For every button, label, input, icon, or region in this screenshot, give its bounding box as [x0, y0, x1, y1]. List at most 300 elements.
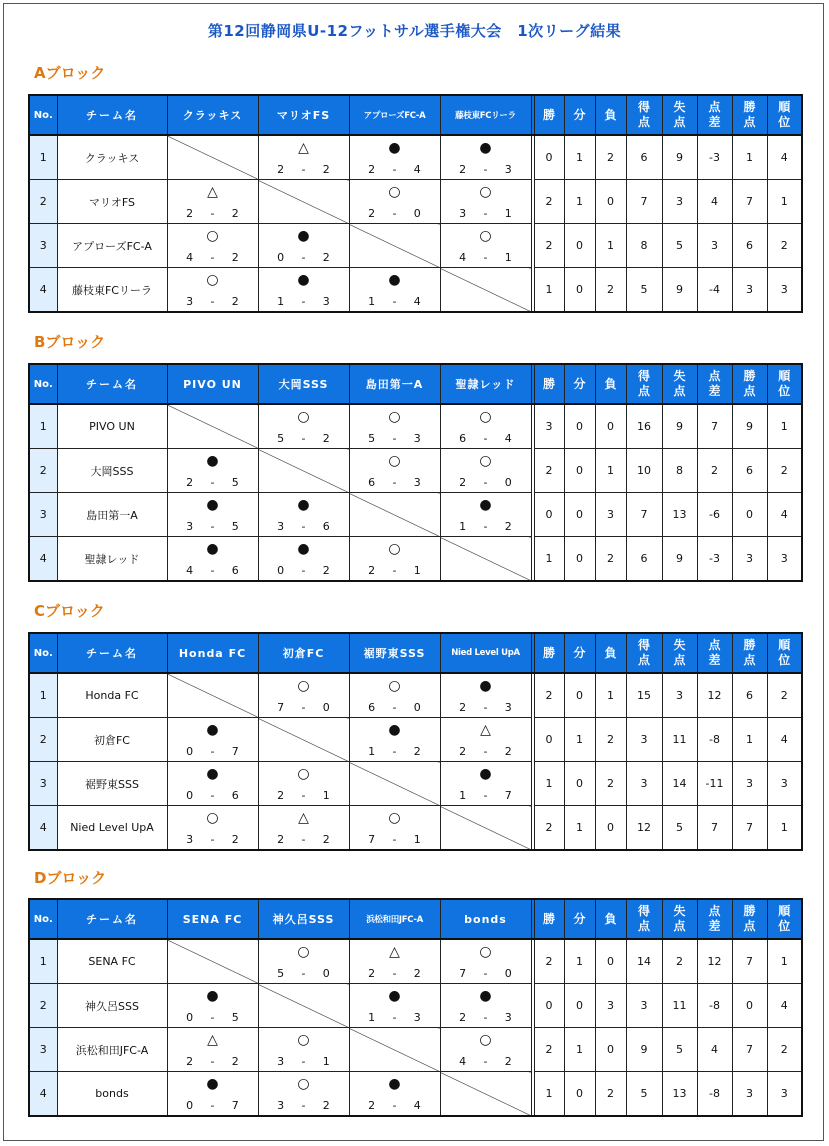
team-row [29, 180, 802, 224]
result-symbol: ● [206, 988, 219, 1004]
result-symbol: ● [297, 541, 310, 557]
goals-for: 12 [626, 806, 662, 851]
match-result-cell [349, 180, 440, 224]
team-name: 藤枝東FCリーラ [57, 268, 167, 313]
match-score [350, 701, 440, 714]
goal-difference: 4 [697, 1028, 732, 1072]
goals-scored: 3 [186, 295, 194, 308]
team-name: Nied Level UpA [57, 806, 167, 851]
match-result-cell [349, 939, 440, 984]
match-score [350, 432, 440, 445]
match-score [441, 967, 531, 980]
header-stat [564, 899, 595, 939]
header-opponent: 神久呂SSS [258, 899, 349, 939]
team-row [29, 449, 802, 493]
team-name: 聖隷レッド [57, 537, 167, 582]
match-result-cell [167, 224, 258, 268]
rank: 3 [767, 1072, 802, 1117]
draws: 0 [564, 1072, 595, 1117]
result-symbol: ● [206, 453, 219, 469]
league-table [28, 94, 803, 313]
team-number: 1 [29, 939, 57, 984]
header-team-name: チーム名 [57, 899, 167, 939]
rank: 4 [767, 984, 802, 1028]
header-stat-line: 点 [637, 384, 650, 398]
goals-conceded: 5 [231, 476, 239, 489]
goals-against: 13 [662, 493, 697, 537]
team-row [29, 939, 802, 984]
goals-against: 3 [662, 673, 697, 718]
goals-scored: 3 [277, 1055, 285, 1068]
goals-scored: 3 [277, 520, 285, 533]
header-stat-line: 分 [573, 107, 586, 122]
goal-difference: -6 [697, 493, 732, 537]
team-number: 1 [29, 135, 57, 180]
match-result-cell [349, 268, 440, 313]
score-dash: - [392, 1011, 397, 1024]
match-result-cell [440, 180, 531, 224]
match-score [441, 251, 531, 264]
header-stat-line: 勝 [542, 911, 555, 926]
draws: 1 [564, 718, 595, 762]
result-symbol: ● [206, 722, 219, 738]
goals-scored: 0 [277, 564, 285, 577]
rank: 3 [767, 762, 802, 806]
match-result-cell [440, 224, 531, 268]
losses: 0 [595, 1028, 626, 1072]
match-score [350, 476, 440, 489]
score-dash: - [392, 833, 397, 846]
header-stat [626, 364, 662, 404]
result-symbol: ● [297, 497, 310, 513]
match-score [441, 432, 531, 445]
header-stat [732, 95, 767, 135]
team-row [29, 673, 802, 718]
score-dash: - [210, 789, 215, 802]
header-stat-line: 点 [637, 919, 650, 933]
goals-against: 9 [662, 404, 697, 449]
header-stat [564, 364, 595, 404]
goals-conceded: 4 [413, 295, 421, 308]
points: 6 [732, 224, 767, 268]
points: 6 [732, 449, 767, 493]
points: 0 [732, 984, 767, 1028]
wins: 1 [534, 537, 564, 582]
header-stat-line: 差 [708, 919, 721, 933]
match-score [259, 1055, 349, 1068]
header-stat [662, 899, 697, 939]
header-stat [595, 364, 626, 404]
score-dash: - [301, 967, 306, 980]
goals-conceded: 2 [231, 251, 239, 264]
team-name: Honda FC [57, 673, 167, 718]
team-number: 1 [29, 404, 57, 449]
header-opponent: 初倉FC [258, 633, 349, 673]
goals-scored: 1 [368, 295, 376, 308]
result-symbol: ○ [297, 944, 310, 960]
team-number: 3 [29, 224, 57, 268]
header-stat-line: 点 [673, 919, 686, 933]
goals-conceded: 2 [231, 833, 239, 846]
goal-difference: -4 [697, 268, 732, 313]
team-number: 1 [29, 673, 57, 718]
match-score [350, 295, 440, 308]
header-stat-line: 勝 [743, 100, 756, 114]
goals-scored: 2 [368, 1099, 376, 1112]
goals-conceded: 2 [322, 432, 330, 445]
match-score [168, 207, 258, 220]
header-stat-line: 点 [743, 919, 756, 933]
goals-conceded: 6 [322, 520, 330, 533]
goals-conceded: 2 [231, 1055, 239, 1068]
header-opponent: 島田第一A [349, 364, 440, 404]
team-name: 浜松和田JFC-A [57, 1028, 167, 1072]
goals-conceded: 3 [322, 295, 330, 308]
header-stat [662, 364, 697, 404]
losses: 1 [595, 449, 626, 493]
match-score [168, 564, 258, 577]
match-score [259, 564, 349, 577]
result-symbol: ○ [206, 228, 219, 244]
goals-scored: 3 [277, 1099, 285, 1112]
header-stat-line: 得 [637, 638, 650, 652]
goal-difference: -8 [697, 718, 732, 762]
header-stat-line: 差 [708, 653, 721, 667]
goals-against: 5 [662, 224, 697, 268]
match-score [441, 701, 531, 714]
goals-conceded: 0 [504, 476, 512, 489]
result-symbol: △ [389, 944, 400, 960]
score-dash: - [210, 476, 215, 489]
header-stat [564, 95, 595, 135]
match-result-cell [258, 268, 349, 313]
draws: 0 [564, 404, 595, 449]
header-opponent: 聖隷レッド [440, 364, 531, 404]
score-dash: - [392, 432, 397, 445]
result-symbol: ○ [388, 453, 401, 469]
goals-conceded: 7 [231, 745, 239, 758]
wins: 0 [534, 135, 564, 180]
goals-conceded: 0 [322, 967, 330, 980]
match-result-cell [258, 493, 349, 537]
match-result-cell [349, 984, 440, 1028]
result-symbol: ○ [297, 409, 310, 425]
score-dash: - [483, 163, 488, 176]
match-score [168, 520, 258, 533]
goals-conceded: 2 [413, 967, 421, 980]
goals-scored: 2 [368, 967, 376, 980]
score-dash: - [210, 207, 215, 220]
header-stat [767, 364, 802, 404]
goals-for: 5 [626, 268, 662, 313]
team-row [29, 806, 802, 851]
team-name: クラッキス [57, 135, 167, 180]
header-stat [732, 899, 767, 939]
header-stat-line: 点 [743, 653, 756, 667]
score-dash: - [210, 1011, 215, 1024]
match-result-cell [349, 449, 440, 493]
match-result-cell [349, 537, 440, 582]
header-stat [732, 364, 767, 404]
goals-scored: 0 [277, 251, 285, 264]
goals-against: 9 [662, 268, 697, 313]
header-stat-line: 点 [673, 653, 686, 667]
team-number: 2 [29, 984, 57, 1028]
wins: 1 [534, 268, 564, 313]
league-table [28, 898, 803, 1117]
team-row [29, 404, 802, 449]
league-table [28, 632, 803, 851]
match-result-cell [167, 1028, 258, 1072]
goal-difference: -3 [697, 537, 732, 582]
team-name: 初倉FC [57, 718, 167, 762]
goals-conceded: 2 [231, 207, 239, 220]
losses: 2 [595, 718, 626, 762]
goals-scored: 2 [186, 476, 194, 489]
goals-for: 6 [626, 135, 662, 180]
match-score [441, 476, 531, 489]
score-dash: - [392, 207, 397, 220]
goals-for: 7 [626, 180, 662, 224]
goals-against: 8 [662, 449, 697, 493]
goals-conceded: 2 [322, 163, 330, 176]
header-stat-line: 点 [708, 100, 721, 114]
goals-against: 5 [662, 806, 697, 851]
goals-conceded: 0 [413, 701, 421, 714]
match-result-cell [167, 493, 258, 537]
rank: 1 [767, 180, 802, 224]
score-dash: - [392, 163, 397, 176]
header-opponent: アプローズFC-A [349, 95, 440, 135]
goals-against: 3 [662, 180, 697, 224]
wins: 2 [534, 673, 564, 718]
goals-for: 3 [626, 762, 662, 806]
header-stat [697, 899, 732, 939]
result-symbol: ● [479, 140, 492, 156]
goals-conceded: 6 [231, 564, 239, 577]
score-dash: - [483, 251, 488, 264]
score-dash: - [301, 564, 306, 577]
rank: 3 [767, 537, 802, 582]
goal-difference: 12 [697, 939, 732, 984]
match-score [441, 1011, 531, 1024]
header-stat-line: 得 [637, 369, 650, 383]
block-title: Dブロック [34, 869, 107, 887]
score-dash: - [392, 967, 397, 980]
header-stat [534, 95, 564, 135]
match-result-cell [440, 718, 531, 762]
team-row [29, 1028, 802, 1072]
goal-difference: 7 [697, 806, 732, 851]
match-result-cell [258, 135, 349, 180]
score-dash: - [392, 701, 397, 714]
goals-against: 5 [662, 1028, 697, 1072]
header-stat [595, 899, 626, 939]
draws: 0 [564, 537, 595, 582]
goals-conceded: 2 [504, 520, 512, 533]
goal-difference: 3 [697, 224, 732, 268]
header-stat-line: 失 [673, 904, 686, 918]
match-result-cell [167, 984, 258, 1028]
header-opponent: SENA FC [167, 899, 258, 939]
points: 1 [732, 135, 767, 180]
goals-conceded: 2 [504, 1055, 512, 1068]
header-stat-line: 得 [637, 100, 650, 114]
result-symbol: ● [479, 766, 492, 782]
score-dash: - [392, 745, 397, 758]
result-symbol: ○ [479, 944, 492, 960]
goals-scored: 2 [186, 1055, 194, 1068]
result-symbol: ● [388, 272, 401, 288]
goals-for: 16 [626, 404, 662, 449]
header-stat [626, 633, 662, 673]
match-score [350, 207, 440, 220]
header-stat [534, 633, 564, 673]
header-opponent: bonds [440, 899, 531, 939]
match-score [259, 432, 349, 445]
score-dash: - [483, 207, 488, 220]
rank: 4 [767, 493, 802, 537]
header-stat-line: 分 [573, 645, 586, 660]
losses: 3 [595, 493, 626, 537]
losses: 2 [595, 135, 626, 180]
result-symbol: ● [479, 678, 492, 694]
team-row [29, 1072, 802, 1117]
header-stat-line: 勝 [743, 369, 756, 383]
losses: 2 [595, 762, 626, 806]
match-result-cell [440, 449, 531, 493]
self-match-cell [440, 806, 531, 851]
header-stat-line: 分 [573, 376, 586, 391]
match-score [259, 295, 349, 308]
goals-scored: 2 [277, 833, 285, 846]
score-dash: - [301, 1099, 306, 1112]
result-symbol: ● [206, 1076, 219, 1092]
score-dash: - [392, 1099, 397, 1112]
goals-conceded: 3 [413, 432, 421, 445]
header-stat-line: 負 [604, 645, 617, 660]
match-score [441, 163, 531, 176]
header-stat-line: 位 [778, 653, 791, 667]
team-number: 4 [29, 1072, 57, 1117]
team-number: 3 [29, 1028, 57, 1072]
goals-scored: 6 [368, 701, 376, 714]
result-symbol: ● [479, 497, 492, 513]
result-symbol: ● [479, 988, 492, 1004]
score-dash: - [483, 1055, 488, 1068]
match-result-cell [167, 180, 258, 224]
header-no: No. [29, 899, 57, 939]
header-stat-line: 順 [778, 369, 791, 383]
goals-scored: 0 [186, 789, 194, 802]
goals-scored: 2 [368, 564, 376, 577]
result-symbol: ○ [297, 1076, 310, 1092]
match-score [350, 967, 440, 980]
self-match-cell [167, 135, 258, 180]
draws: 1 [564, 806, 595, 851]
goal-difference: -8 [697, 1072, 732, 1117]
match-result-cell [440, 135, 531, 180]
match-result-cell [440, 404, 531, 449]
header-team-name: チーム名 [57, 633, 167, 673]
losses: 3 [595, 984, 626, 1028]
team-number: 4 [29, 806, 57, 851]
header-stat [767, 95, 802, 135]
match-score [350, 1099, 440, 1112]
header-stat [626, 95, 662, 135]
match-score [168, 1099, 258, 1112]
goals-scored: 2 [459, 1011, 467, 1024]
wins: 3 [534, 404, 564, 449]
goals-scored: 4 [459, 1055, 467, 1068]
draws: 0 [564, 673, 595, 718]
goals-scored: 2 [459, 701, 467, 714]
score-dash: - [392, 295, 397, 308]
self-match-cell [349, 493, 440, 537]
rank: 2 [767, 1028, 802, 1072]
result-symbol: ○ [479, 1032, 492, 1048]
score-dash: - [483, 701, 488, 714]
goals-scored: 7 [277, 701, 285, 714]
header-stat-line: 順 [778, 904, 791, 918]
result-symbol: ● [206, 541, 219, 557]
match-result-cell [349, 673, 440, 718]
draws: 0 [564, 224, 595, 268]
result-symbol: ○ [479, 453, 492, 469]
result-symbol: ○ [206, 810, 219, 826]
match-result-cell [440, 673, 531, 718]
goal-difference: -3 [697, 135, 732, 180]
header-stat-line: 順 [778, 638, 791, 652]
points: 3 [732, 762, 767, 806]
goals-scored: 2 [277, 163, 285, 176]
team-name: bonds [57, 1072, 167, 1117]
score-dash: - [392, 564, 397, 577]
goals-conceded: 2 [322, 1099, 330, 1112]
self-match-cell [167, 939, 258, 984]
goals-for: 10 [626, 449, 662, 493]
match-result-cell [440, 939, 531, 984]
page-title: 第12回静岡県U-12フットサル選手権大会 1次リーグ結果 [207, 22, 622, 40]
team-row [29, 224, 802, 268]
goals-against: 9 [662, 135, 697, 180]
score-dash: - [483, 967, 488, 980]
rank: 2 [767, 673, 802, 718]
losses: 2 [595, 1072, 626, 1117]
team-name: 大岡SSS [57, 449, 167, 493]
goals-scored: 2 [368, 163, 376, 176]
header-stat-line: 勝 [542, 376, 555, 391]
points: 9 [732, 404, 767, 449]
header-stat [662, 95, 697, 135]
match-result-cell [167, 1072, 258, 1117]
match-result-cell [258, 537, 349, 582]
score-dash: - [483, 789, 488, 802]
header-row [29, 364, 802, 404]
result-symbol: ○ [297, 678, 310, 694]
goals-conceded: 4 [413, 1099, 421, 1112]
goal-difference: 7 [697, 404, 732, 449]
result-symbol: ● [388, 722, 401, 738]
team-number: 4 [29, 268, 57, 313]
losses: 0 [595, 180, 626, 224]
rank: 3 [767, 268, 802, 313]
match-result-cell [440, 493, 531, 537]
goals-scored: 2 [277, 789, 285, 802]
result-symbol: ○ [297, 766, 310, 782]
goals-scored: 2 [186, 207, 194, 220]
header-row [29, 899, 802, 939]
